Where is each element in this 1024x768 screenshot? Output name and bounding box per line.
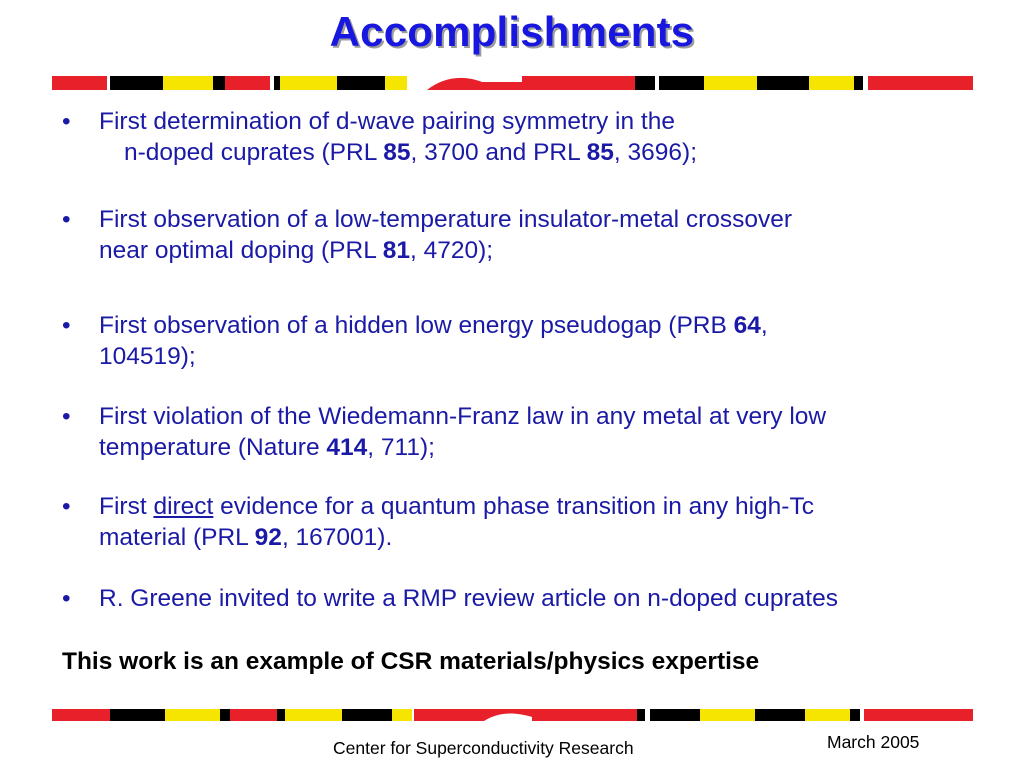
journal-volume: 414 [326, 434, 368, 461]
bullet-glyph: • [62, 403, 71, 430]
bullet-glyph: • [62, 206, 71, 233]
underlined-word: direct [153, 493, 214, 520]
journal-volume: 85 [586, 139, 614, 166]
bullet-text: First determination of d-wave pairing symmetry in the n-doped cuprates (PRL 85, 3700 and PRL 85, 3696); [99, 108, 698, 166]
bullet-text: First direct evidence for a quantum phase transition in any high-Tc material (PRL 92, 167001). [99, 493, 814, 551]
bullet-text: First violation of the Wiedemann-Franz law in any metal at very low temperature (Nature 414, 711); [99, 403, 827, 461]
journal-volume: 81 [382, 237, 410, 264]
slide-title: Accomplishments [329, 8, 695, 55]
bullet-glyph: • [62, 108, 71, 135]
bullet-text: R. Greene invited to write a RMP review article on n-doped cuprates [99, 585, 838, 612]
footer-date: March 2005 [827, 732, 920, 752]
journal-volume: 85 [383, 139, 411, 166]
journal-volume: 64 [733, 312, 761, 339]
maryland-flag-bar-bottom [52, 709, 973, 723]
bullet-glyph: • [62, 585, 71, 612]
tagline: This work is an example of CSR materials/physics expertise [62, 648, 760, 675]
bullet-glyph: • [62, 312, 71, 339]
bullet-glyph: • [62, 493, 71, 520]
bullet-text: First observation of a low-temperature insulator-metal crossover near optimal doping (PRL 81, 4720); [99, 206, 793, 264]
bullet-text: First observation of a hidden low energy pseudogap (PRB 64, 104519); [99, 312, 768, 370]
journal-volume: 92 [254, 524, 282, 551]
footer-organization: Center for Superconductivity Research [333, 738, 634, 758]
